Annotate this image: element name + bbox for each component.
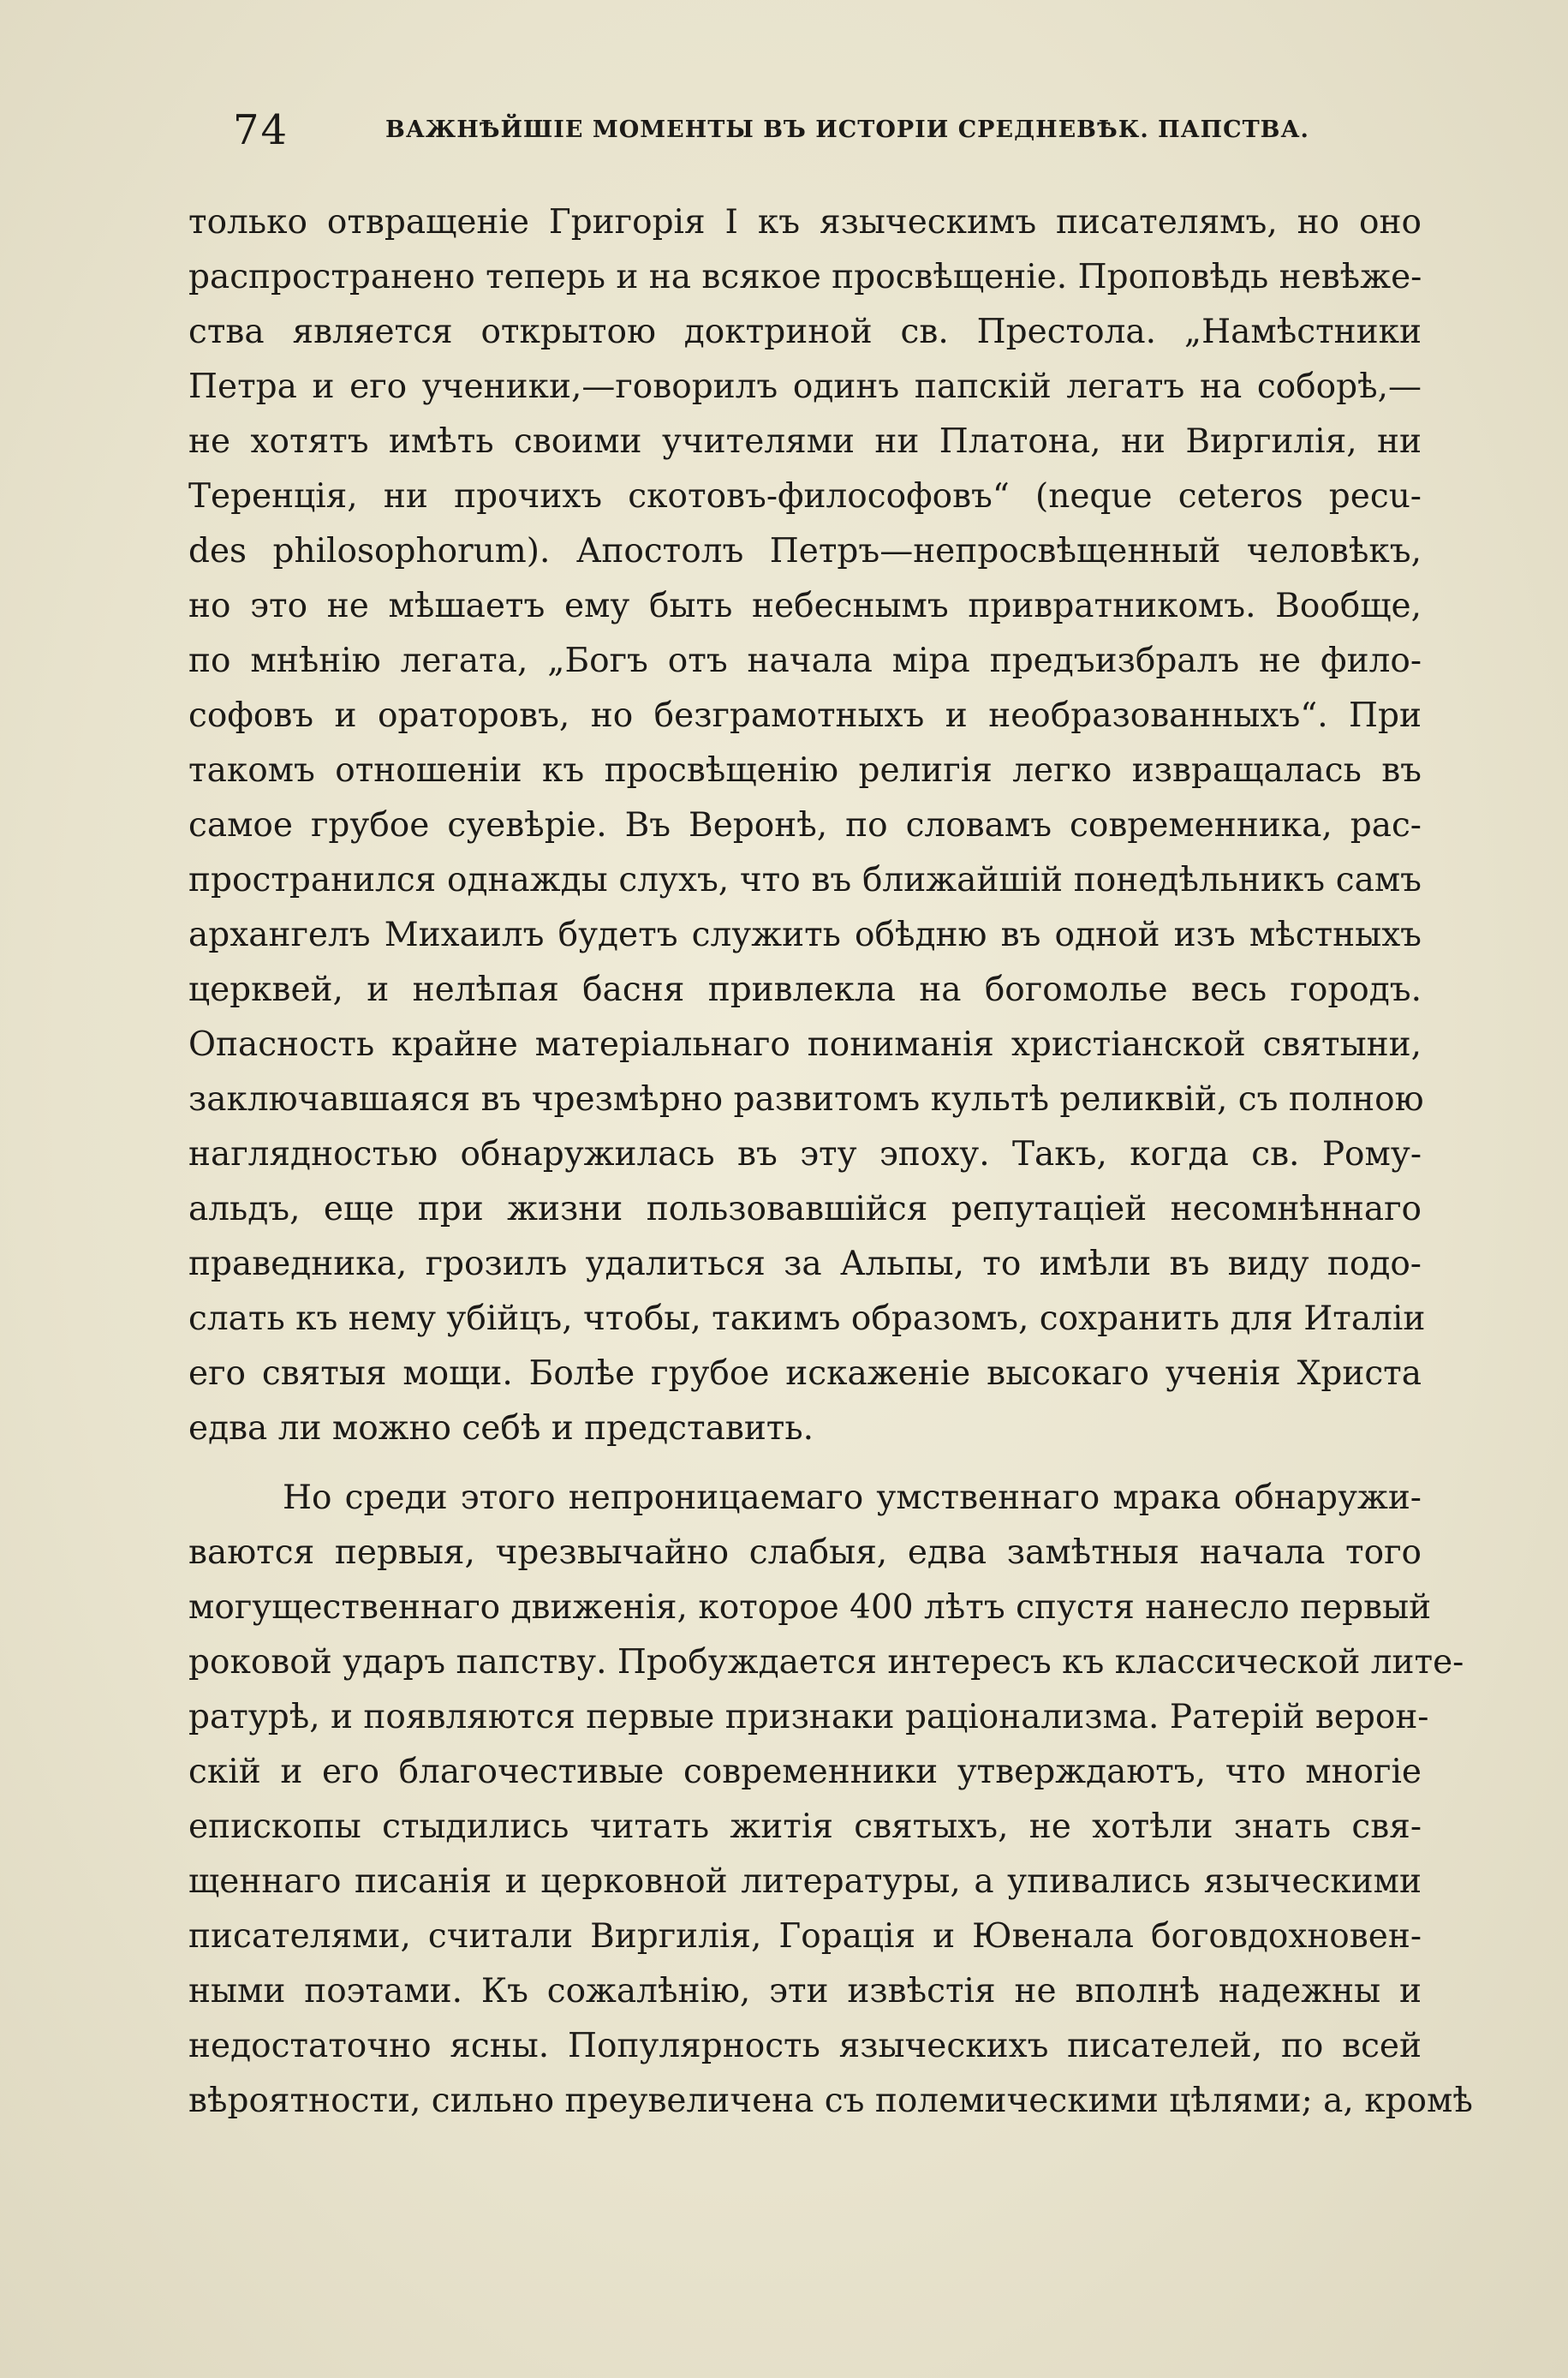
text-line: по мнѣнію легата, „Богъ отъ начала міра предъизбралъ не фило- [188, 642, 1422, 680]
text-line: но это не мѣшаетъ ему быть небеснымъ привратникомъ. Вообще, [188, 587, 1422, 625]
text-line: слать къ нему убійцъ, чтобы, такимъ образомъ, сохранить для Италіи [188, 1300, 1426, 1338]
text-line: архангелъ Михаилъ будетъ служить обѣдню въ одной изъ мѣстныхъ [188, 916, 1422, 954]
text-line: церквей, и нелѣпая басня привлекла на богомолье весь городъ. [188, 971, 1422, 1009]
text-line: Опасность крайне матеріальнаго пониманія христіанской святыни, [188, 1025, 1422, 1064]
text-line: пространился однажды слухъ, что въ ближайшій понедѣльникъ самъ [188, 861, 1422, 899]
text-line: Но среди этого непроницаемаго умственнаго мрака обнаружи- [283, 1479, 1422, 1517]
text-line: праведника, грозилъ удалиться за Альпы, то имѣли въ виду подо- [188, 1245, 1422, 1283]
text-line: скій и его благочестивые современники утверждаютъ, что многіе [188, 1753, 1422, 1791]
text-line: Теренція, ни прочихъ скотовъ-философовъ“ (neque ceteros pecu- [188, 477, 1422, 516]
page-body [188, 195, 1473, 2129]
text-line: едва ли можно себѣ и представить. [188, 1409, 814, 1448]
text-line: такомъ отношеніи къ просвѣщенію религія легко извращалась въ [188, 751, 1422, 790]
page-number: 74 [233, 106, 289, 154]
text-line: ратурѣ, и появляются первые признаки раціонализма. Ратерій верон- [188, 1698, 1429, 1736]
text-line: недостаточно ясны. Популярность языческихъ писателей, по всей [188, 2027, 1422, 2065]
paragraph-2 [188, 1471, 1473, 2129]
text-line: епископы стыдились читать житія святыхъ, не хотѣли знать свя- [188, 1807, 1422, 1846]
text-line: только отвращеніе Григорія I къ языческимъ писателямъ, но оно [188, 203, 1422, 242]
text-line: могущественнаго движенія, которое 400 лѣтъ спустя нанесло первый [188, 1588, 1432, 1627]
page-header [233, 105, 1309, 156]
text-line: писателями, считали Виргилія, Горація и Ювенала боговдохновен- [188, 1917, 1422, 1956]
paragraph-gap [188, 1456, 1422, 1471]
text-line: распространено теперь и на всякое просвѣщеніе. Проповѣдь невѣже- [188, 258, 1422, 296]
running-title: ВАЖНѢЙШІЕ МОМЕНТЫ ВЪ ИСТОРІИ СРЕДНЕВѢК. ПАПСТВА. [385, 117, 1309, 143]
text-line: альдъ, еще при жизни пользовавшійся репутаціей несомнѣннаго [188, 1190, 1422, 1228]
text-line: не хотятъ имѣть своими учителями ни Платона, ни Виргилія, ни [188, 422, 1422, 461]
text-line: щеннаго писанія и церковной литературы, а упивались языческими [188, 1862, 1422, 1901]
text-line: ваются первыя, чрезвычайно слабыя, едва замѣтныя начала того [188, 1533, 1422, 1572]
paragraph-1 [188, 195, 1426, 1456]
text-line: софовъ и ораторовъ, но безграмотныхъ и необразованныхъ“. При [188, 696, 1422, 735]
text-line: его святыя мощи. Болѣе грубое искаженіе высокаго ученія Христа [188, 1354, 1422, 1393]
text-line: роковой ударъ папству. Пробуждается интересъ къ классической лите- [188, 1643, 1464, 1682]
text-line: наглядностью обнаружилась въ эту эпоху. Такъ, когда св. Рому- [188, 1135, 1422, 1174]
text-line: самое грубое суевѣріе. Въ Веронѣ, по словамъ современника, рас- [188, 806, 1422, 845]
text-line: вѣроятности, сильно преувеличена съ полемическими цѣлями; а, кромѣ [188, 2082, 1473, 2120]
text-line: заключавшаяся въ чрезмѣрно развитомъ культѣ реликвій, съ полною [188, 1080, 1424, 1119]
text-line: Петра и его ученики,—говорилъ одинъ папскій легатъ на соборѣ,— [188, 367, 1422, 406]
text-line: ства является открытою доктриной св. Престола. „Намѣстники [188, 313, 1422, 351]
text-line: des philosophorum). Апостолъ Петръ—непросвѣщенный человѣкъ, [188, 532, 1422, 571]
text-line: ными поэтами. Къ сожалѣнію, эти извѣстія не вполнѣ надежны и [188, 1972, 1422, 2011]
